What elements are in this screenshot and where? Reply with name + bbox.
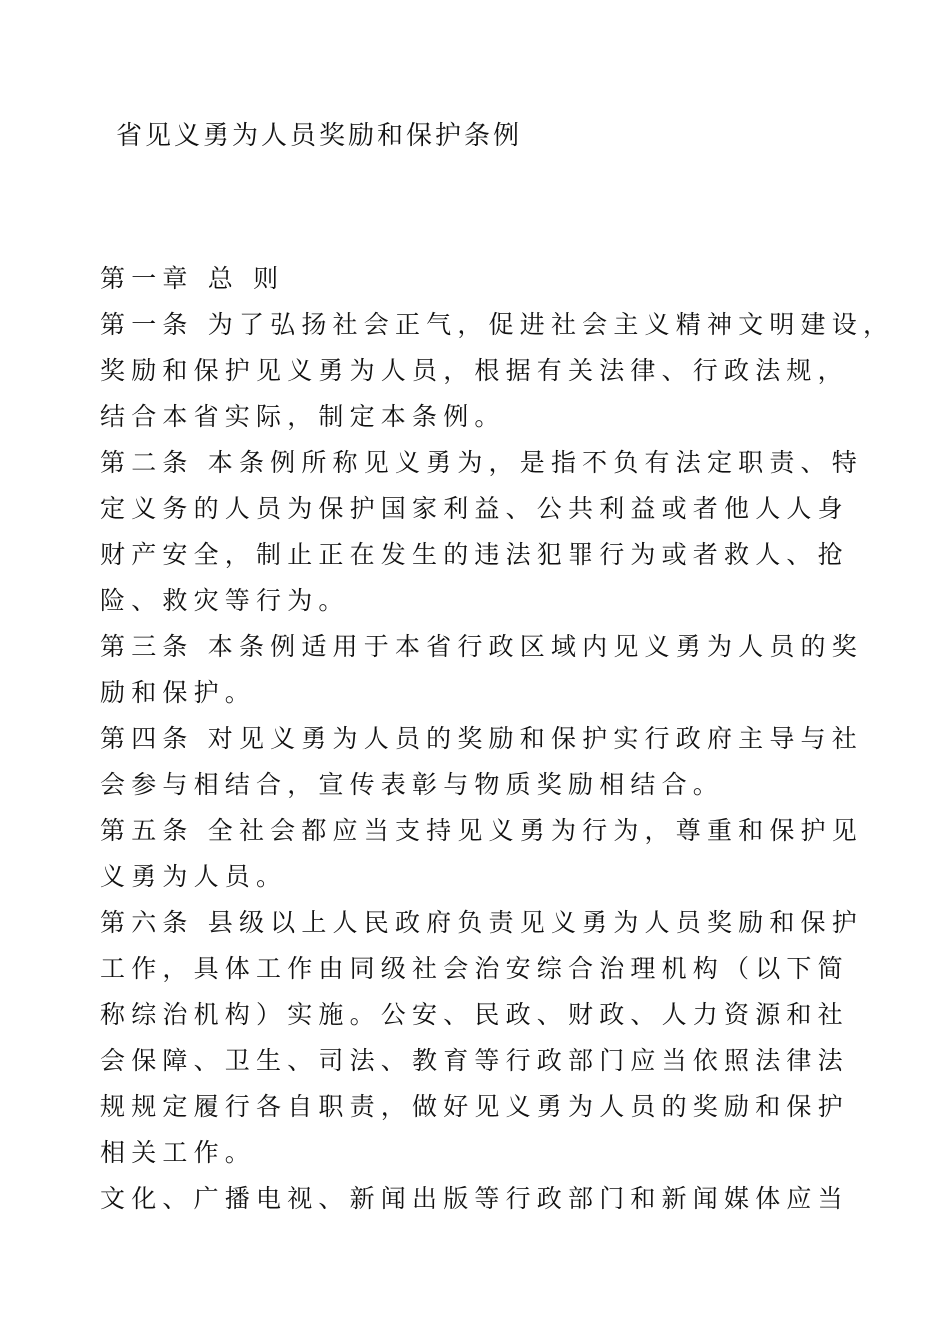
text-line: 结合本省实际，制定本条例。 xyxy=(100,402,506,431)
text-line: 第六条 县级以上人民政府负责见义勇为人员奖励和保护 xyxy=(100,908,863,937)
text-line: 义勇为人员。 xyxy=(100,862,288,891)
text-line: 第一条 为了弘扬社会正气，促进社会主义精神文明建设， xyxy=(100,310,895,339)
text-line: 第二条 本条例所称见义勇为，是指不负有法定职责、特 xyxy=(100,448,863,477)
document-body xyxy=(100,256,895,1222)
text-line: 相关工作。 xyxy=(100,1138,257,1167)
document-title: 省见义勇为人员奖励和保护条例 xyxy=(116,121,523,151)
text-line: 定义务的人员为保护国家利益、公共利益或者他人人身 xyxy=(100,494,849,523)
text-line: 文化、广播电视、新闻出版等行政部门和新闻媒体应当 xyxy=(100,1184,849,1213)
text-line: 会保障、卫生、司法、教育等行政部门应当依照法律法 xyxy=(100,1046,849,1075)
text-line: 第五条 全社会都应当支持见义勇为行为，尊重和保护见 xyxy=(100,816,863,845)
text-line: 第三条 本条例适用于本省行政区域内见义勇为人员的奖 xyxy=(100,632,863,661)
text-line: 工作，具体工作由同级社会治安综合治理机构（以下简 xyxy=(100,954,849,983)
text-line: 奖励和保护见义勇为人员，根据有关法律、行政法规， xyxy=(100,356,849,385)
text-line: 第一章 总 则 xyxy=(100,264,285,293)
text-line: 财产安全，制止正在发生的违法犯罪行为或者救人、抢 xyxy=(100,540,849,569)
text-line: 第四条 对见义勇为人员的奖励和保护实行政府主导与社 xyxy=(100,724,863,753)
text-line: 称综治机构）实施。公安、民政、财政、人力资源和社 xyxy=(100,1000,849,1029)
text-line: 会参与相结合，宣传表彰与物质奖励相结合。 xyxy=(100,770,725,799)
text-line: 险、救灾等行为。 xyxy=(100,586,350,615)
text-line: 规规定履行各自职责，做好见义勇为人员的奖励和保护 xyxy=(100,1092,849,1121)
text-line: 励和保护。 xyxy=(100,678,257,707)
